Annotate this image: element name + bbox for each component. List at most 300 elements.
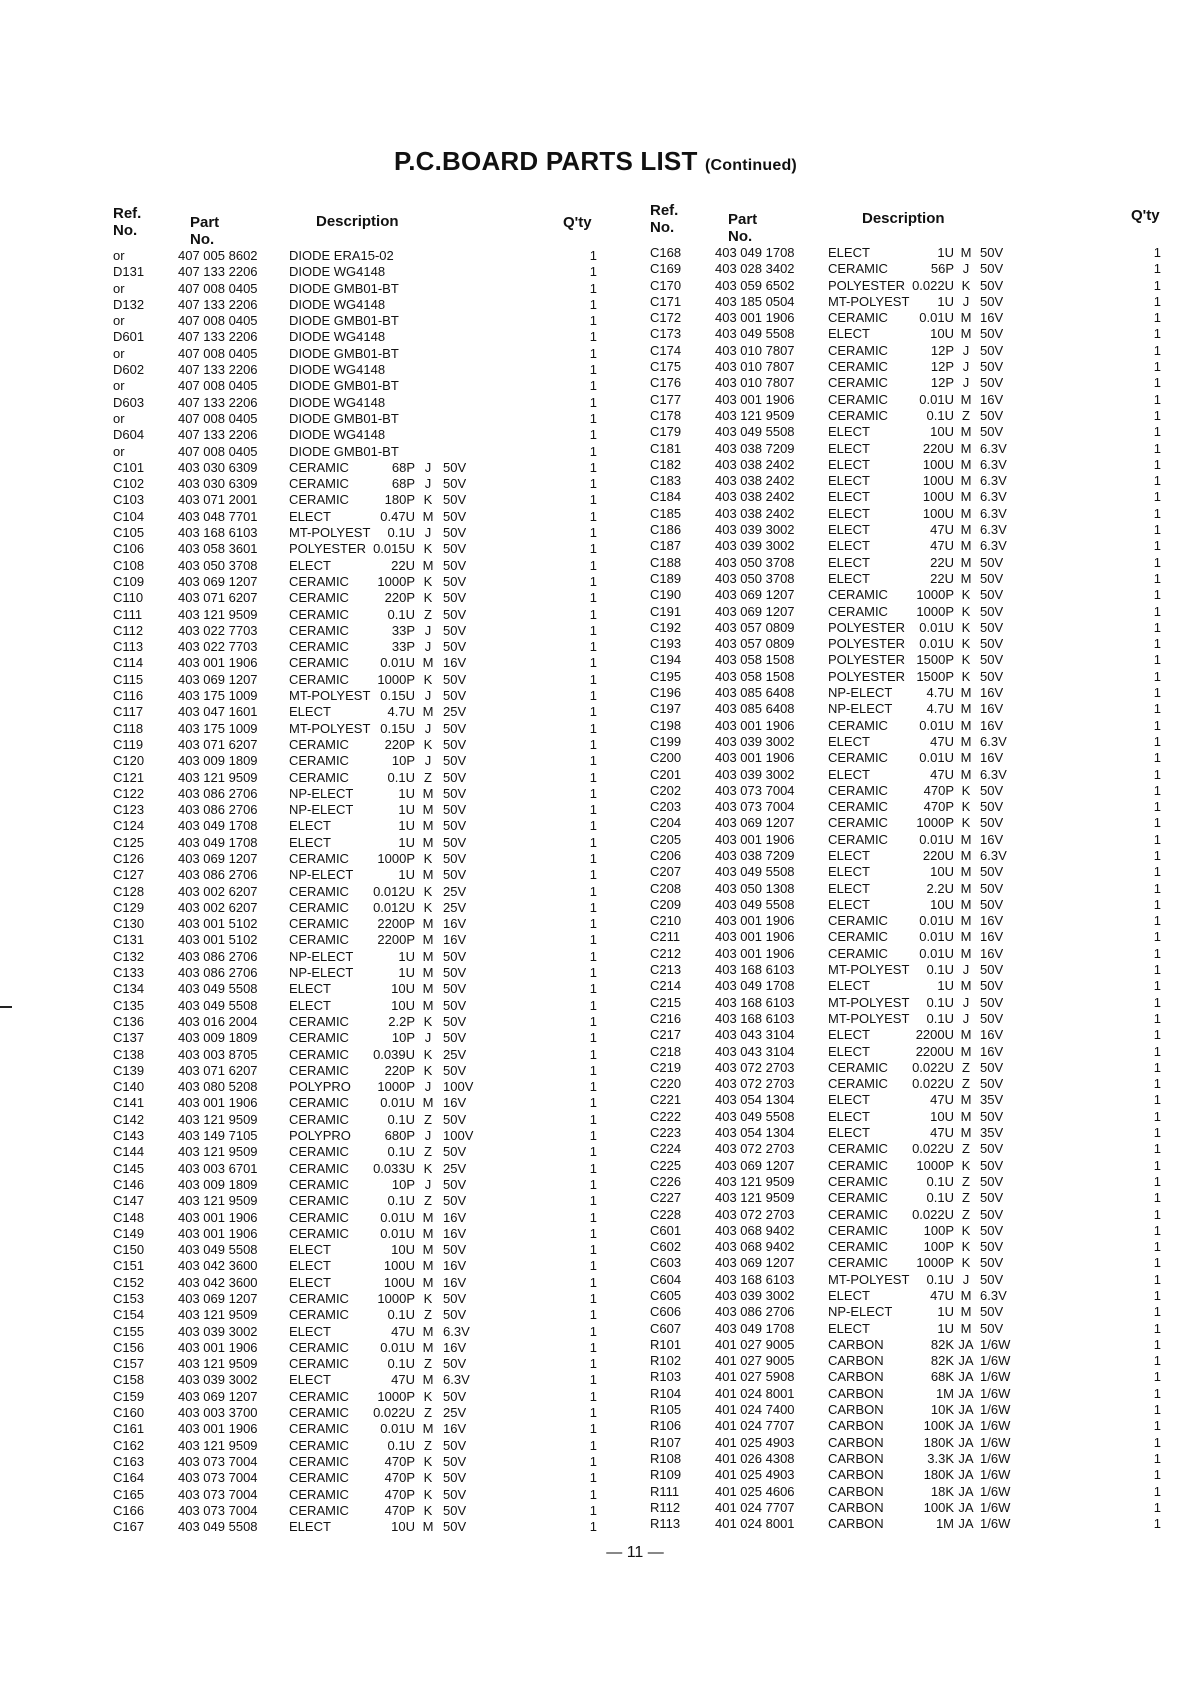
qty-cell: 1	[1153, 570, 1161, 586]
rating-cell: 16V	[980, 1027, 1004, 1043]
description-cell: CARBON	[828, 1385, 884, 1401]
qty-cell: 1	[1153, 685, 1161, 701]
description-cell: DIODE GMB01-BT	[289, 410, 399, 426]
description-cell: ELECT	[289, 1323, 331, 1339]
part-no-cell: 403 121 9509	[178, 1356, 258, 1372]
part-no-cell: 403 069 1207	[715, 1255, 795, 1271]
part-no-cell: 403 121 9509	[178, 1193, 258, 1209]
rating-cell: 6.3V	[980, 505, 1007, 521]
part-no-cell: 403 039 3002	[715, 522, 795, 538]
tolerance-cell: K	[961, 652, 971, 668]
description-cell: ELECT	[289, 1372, 331, 1388]
ref-cell: R103	[650, 1369, 682, 1385]
part-no-cell: 403 049 5508	[715, 864, 795, 880]
value-cell: 47U	[930, 733, 954, 749]
part-no-cell: 401 025 4903	[715, 1434, 795, 1450]
rating-cell: 50V	[443, 688, 467, 704]
part-no-cell: 401 026 4308	[715, 1450, 795, 1466]
value-cell: 0.1U	[387, 769, 415, 785]
description-cell: ELECT	[289, 1258, 331, 1274]
part-no-cell: 403 002 6207	[178, 883, 258, 899]
value-cell: 0.01U	[919, 619, 954, 635]
part-no-cell: 403 086 2706	[715, 1304, 795, 1320]
description-cell: ELECT	[828, 505, 870, 521]
ref-cell: C104	[113, 508, 145, 524]
rating-cell: 50V	[980, 1255, 1004, 1271]
ref-cell: C190	[650, 587, 682, 603]
ref-cell: C209	[650, 896, 682, 912]
ref-cell: C188	[650, 554, 682, 570]
ref-cell: C133	[113, 965, 145, 981]
rating-cell: 50V	[443, 1502, 467, 1518]
ref-cell: C197	[650, 701, 682, 717]
ref-cell: C129	[113, 899, 145, 915]
qty-cell: 1	[589, 1405, 597, 1421]
ref-cell: C117	[113, 704, 144, 720]
tolerance-cell: M	[422, 557, 434, 573]
qty-cell: 1	[589, 704, 597, 720]
part-no-cell: 403 085 6408	[715, 685, 795, 701]
description-cell: POLYESTER	[828, 277, 906, 293]
tolerance-cell: Z	[424, 1307, 432, 1323]
ref-cell: C124	[113, 818, 145, 834]
ref-cell: R106	[650, 1418, 682, 1434]
value-cell: 470P	[384, 1502, 415, 1518]
ref-cell: C224	[650, 1141, 682, 1157]
qty-cell: 1	[1153, 1173, 1161, 1189]
qty-cell: 1	[589, 899, 597, 915]
rating-cell: 50V	[443, 720, 467, 736]
ref-cell: C225	[650, 1157, 682, 1173]
description-cell: CERAMIC	[289, 639, 349, 655]
value-cell: 1M	[935, 1516, 954, 1532]
tolerance-cell: M	[422, 785, 434, 801]
ref-cell: C202	[650, 782, 682, 798]
part-no-cell: 403 168 6103	[715, 994, 795, 1010]
ref-cell: C192	[650, 619, 682, 635]
description-cell: CERAMIC	[289, 1437, 349, 1453]
qty-cell: 1	[589, 867, 597, 883]
rating-cell: 1/6W	[980, 1336, 1011, 1352]
part-no-cell: 401 024 7707	[715, 1418, 795, 1434]
part-no-cell: 407 008 0405	[178, 280, 258, 296]
qty-cell: 1	[589, 671, 597, 687]
qty-cell: 1	[1153, 326, 1161, 342]
ref-cell: C221	[650, 1092, 682, 1108]
rating-cell: 50V	[980, 359, 1004, 375]
qty-cell: 1	[589, 557, 597, 573]
part-no-cell: 403 054 1304	[715, 1125, 795, 1141]
part-no-cell: 403 121 9509	[178, 769, 258, 785]
description-cell: CERAMIC	[828, 261, 888, 277]
qty-cell: 1	[589, 622, 597, 638]
qty-cell: 1	[1153, 994, 1161, 1010]
part-no-cell: 403 072 2703	[715, 1206, 795, 1222]
rating-cell: 25V	[443, 883, 467, 899]
ref-cell: C122	[113, 785, 145, 801]
tolerance-cell: M	[960, 864, 972, 880]
rating-cell: 6.3V	[980, 766, 1007, 782]
qty-cell: 1	[1153, 1027, 1161, 1043]
value-cell: 1U	[398, 948, 415, 964]
value-cell: 33P	[391, 639, 415, 655]
rating-cell: 50V	[980, 1320, 1004, 1336]
rating-cell: 50V	[980, 326, 1004, 342]
value-cell: 1000P	[377, 671, 415, 687]
tolerance-cell: M	[960, 1043, 972, 1059]
qty-cell: 1	[1153, 293, 1161, 309]
qty-cell: 1	[1153, 1467, 1161, 1483]
value-cell: 220U	[922, 847, 954, 863]
rating-cell: 50V	[443, 525, 467, 541]
value-cell: 1000P	[377, 573, 415, 589]
ref-cell: C153	[113, 1291, 145, 1306]
tolerance-cell: M	[960, 701, 972, 717]
ref-cell: C147	[113, 1193, 145, 1209]
value-cell: 0.1U	[926, 1271, 954, 1287]
ref-cell: C138	[113, 1046, 145, 1062]
part-no-cell: 403 038 2402	[715, 505, 795, 521]
part-no-cell: 403 001 1906	[715, 929, 795, 945]
tolerance-cell: J	[424, 639, 432, 655]
tolerance-cell: Z	[962, 1190, 970, 1206]
description-cell: ELECT	[828, 896, 870, 912]
ref-cell: C159	[113, 1388, 145, 1404]
tolerance-cell: M	[422, 508, 434, 524]
tolerance-cell: K	[423, 492, 433, 508]
tolerance-cell: M	[422, 1274, 434, 1290]
value-cell: 1U	[937, 293, 954, 309]
ref-cell: R113	[650, 1516, 681, 1532]
ref-cell: C227	[650, 1190, 682, 1206]
part-no-cell: 403 049 5508	[178, 997, 258, 1013]
value-cell: 2.2P	[388, 1013, 415, 1029]
tolerance-cell: K	[961, 277, 971, 293]
tolerance-cell: J	[962, 342, 970, 358]
value-cell: 100K	[923, 1499, 954, 1515]
ref-cell: C119	[113, 736, 144, 752]
ref-cell: C207	[650, 864, 682, 880]
ref-cell: C111	[113, 606, 143, 622]
qty-cell: 1	[589, 1291, 597, 1306]
rating-cell: 50V	[980, 1010, 1004, 1026]
qty-cell: 1	[589, 427, 597, 443]
part-no-cell: 403 059 6502	[715, 277, 795, 293]
part-no-cell: 403 049 5508	[715, 326, 795, 342]
qty-cell: 1	[589, 541, 597, 557]
tolerance-cell: JA	[958, 1385, 974, 1401]
page-title	[0, 146, 1191, 177]
part-no-cell: 403 168 6103	[715, 1010, 795, 1026]
tolerance-cell: M	[960, 456, 972, 472]
qty-cell: 1	[1153, 261, 1161, 277]
tolerance-cell: Z	[962, 407, 970, 423]
ref-cell: C166	[113, 1502, 145, 1518]
qty-cell: 1	[1153, 701, 1161, 717]
value-cell: 470P	[384, 1470, 415, 1486]
value-cell: 68P	[391, 459, 415, 475]
part-no-cell: 403 086 2706	[178, 785, 258, 801]
tolerance-cell: M	[960, 310, 972, 326]
rating-cell: 16V	[443, 1095, 467, 1111]
part-no-cell: 407 008 0405	[178, 410, 258, 426]
rating-cell: 25V	[443, 1405, 467, 1421]
qty-cell: 1	[1153, 1108, 1161, 1124]
ref-cell: or	[113, 443, 125, 459]
header-part-no: Part No.	[190, 214, 220, 248]
value-cell: 12P	[930, 342, 954, 358]
value-cell: 1U	[937, 1320, 954, 1336]
header-qty: Q'ty	[563, 214, 592, 231]
ref-cell: C109	[113, 573, 145, 589]
ref-cell: C126	[113, 850, 145, 866]
rating-cell: 50V	[443, 573, 467, 589]
qty-cell: 1	[1153, 1222, 1161, 1238]
ref-cell: R107	[650, 1434, 682, 1450]
ref-cell: or	[113, 313, 125, 329]
qty-cell: 1	[1153, 831, 1161, 847]
description-cell: ELECT	[828, 1043, 870, 1059]
qty-cell: 1	[589, 1062, 597, 1078]
qty-cell: 1	[589, 965, 597, 981]
description-cell: CERAMIC	[289, 1291, 349, 1306]
tolerance-cell: Z	[962, 1059, 970, 1075]
part-no-cell: 403 073 7004	[715, 799, 795, 815]
value-cell: 1U	[937, 978, 954, 994]
ref-cell: C140	[113, 1079, 145, 1095]
rating-cell: 50V	[980, 587, 1004, 603]
tolerance-cell: M	[960, 326, 972, 342]
rating-cell: 16V	[443, 1209, 467, 1225]
description-cell: ELECT	[828, 880, 870, 896]
part-no-cell: 403 073 7004	[178, 1502, 258, 1518]
tolerance-cell: K	[961, 668, 971, 684]
description-cell: CERAMIC	[828, 359, 888, 375]
qty-cell: 1	[1153, 1369, 1161, 1385]
qty-cell: 1	[1153, 1418, 1161, 1434]
description-cell: CERAMIC	[828, 717, 888, 733]
qty-cell: 1	[1153, 815, 1161, 831]
description-cell: POLYESTER	[828, 668, 906, 684]
rating-cell: 6.3V	[980, 489, 1007, 505]
value-cell: 1U	[398, 867, 415, 883]
ref-cell: C113	[113, 639, 144, 655]
description-cell: ELECT	[828, 538, 870, 554]
title-main: P.C.BOARD PARTS LIST	[394, 146, 698, 176]
rating-cell: 6.3V	[980, 456, 1007, 472]
qty-cell: 1	[1153, 342, 1161, 358]
part-no-cell: 403 168 6103	[715, 1271, 795, 1287]
part-no-cell: 403 057 0809	[715, 636, 795, 652]
rating-cell: 50V	[980, 277, 1004, 293]
tolerance-cell: JA	[958, 1418, 974, 1434]
part-no-cell: 407 005 8602	[178, 248, 258, 263]
part-no-cell: 403 185 0504	[715, 293, 795, 309]
tolerance-cell: JA	[958, 1467, 974, 1483]
description-cell: DIODE ERA15-02	[289, 248, 394, 263]
qty-cell: 1	[589, 378, 597, 394]
ref-cell: D601	[113, 329, 145, 345]
rating-cell: 1/6W	[980, 1402, 1011, 1418]
description-cell: CERAMIC	[828, 1239, 888, 1255]
qty-cell: 1	[1153, 1288, 1161, 1303]
qty-cell: 1	[589, 639, 597, 655]
description-cell: CERAMIC	[289, 1502, 349, 1518]
qty-cell: 1	[1153, 1516, 1161, 1532]
description-cell: ELECT	[289, 1274, 331, 1290]
tolerance-cell: M	[422, 997, 434, 1013]
qty-cell: 1	[589, 1046, 597, 1062]
ref-cell: C128	[113, 883, 145, 899]
part-no-cell: 403 001 1906	[178, 1095, 258, 1111]
rating-cell: 16V	[443, 655, 467, 671]
part-no-cell: 403 049 5508	[715, 896, 795, 912]
ref-cell: C219	[650, 1059, 682, 1075]
ref-cell: C176	[650, 375, 682, 391]
description-cell: NP-ELECT	[828, 701, 893, 717]
rating-cell: 50V	[980, 375, 1004, 391]
tolerance-cell: M	[422, 948, 434, 964]
rating-cell: 16V	[443, 1225, 467, 1241]
value-cell: 0.1U	[387, 1356, 415, 1372]
part-no-cell: 401 024 8001	[715, 1385, 795, 1401]
part-no-cell: 407 008 0405	[178, 313, 258, 329]
description-cell: CERAMIC	[289, 916, 349, 932]
description-cell: CERAMIC	[289, 1453, 349, 1469]
qty-cell: 1	[1153, 1385, 1161, 1401]
value-cell: 100P	[923, 1222, 954, 1238]
rating-cell: 50V	[443, 867, 467, 883]
description-cell: CERAMIC	[289, 1405, 349, 1421]
tolerance-cell: K	[423, 1046, 433, 1062]
tolerance-cell: M	[960, 750, 972, 766]
part-no-cell: 403 121 9509	[178, 1144, 258, 1160]
ref-cell: C103	[113, 492, 145, 508]
value-cell: 1000P	[916, 587, 954, 603]
qty-cell: 1	[589, 1519, 597, 1535]
rating-cell: 6.3V	[980, 538, 1007, 554]
rating-cell: 50V	[980, 799, 1004, 815]
part-no-cell: 403 069 1207	[178, 1291, 258, 1306]
description-cell: CARBON	[828, 1369, 884, 1385]
rating-cell: 1/6W	[980, 1483, 1011, 1499]
tolerance-cell: M	[422, 1258, 434, 1274]
part-no-cell: 407 133 2206	[178, 427, 258, 443]
value-cell: 10U	[930, 864, 954, 880]
description-cell: ELECT	[289, 1519, 331, 1535]
value-cell: 1000P	[377, 1388, 415, 1404]
description-cell: CERAMIC	[828, 1157, 888, 1173]
part-no-cell: 403 069 1207	[178, 1388, 258, 1404]
value-cell: 0.1U	[387, 1144, 415, 1160]
qty-cell: 1	[589, 1225, 597, 1241]
tolerance-cell: K	[961, 799, 971, 815]
ref-cell: C112	[113, 622, 144, 638]
qty-cell: 1	[1153, 522, 1161, 538]
qty-cell: 1	[1153, 1157, 1161, 1173]
value-cell: 10P	[391, 1030, 415, 1046]
part-no-cell: 403 001 1906	[178, 1225, 258, 1241]
qty-cell: 1	[1153, 750, 1161, 766]
rating-cell: 50V	[980, 978, 1004, 994]
description-cell: ELECT	[828, 1288, 870, 1303]
tolerance-cell: M	[960, 489, 972, 505]
part-no-cell: 401 024 7400	[715, 1402, 795, 1418]
header-ref-line1: Ref.	[113, 205, 142, 222]
qty-cell: 1	[589, 1193, 597, 1209]
rating-cell: 50V	[443, 476, 467, 492]
qty-cell: 1	[589, 981, 597, 997]
rating-cell: 50V	[980, 1239, 1004, 1255]
description-cell: CERAMIC	[828, 1206, 888, 1222]
ref-cell: C601	[650, 1222, 682, 1238]
value-cell: 100U	[922, 489, 954, 505]
rating-cell: 50V	[980, 603, 1004, 619]
rating-cell: 16V	[980, 701, 1004, 717]
qty-cell: 1	[589, 476, 597, 492]
description-cell: DIODE GMB01-BT	[289, 443, 399, 459]
ref-cell: C136	[113, 1013, 145, 1029]
ref-cell: D603	[113, 394, 145, 410]
rating-cell: 50V	[443, 1193, 467, 1209]
description-cell: DIODE WG4148	[289, 296, 386, 312]
qty-cell: 1	[1153, 1239, 1161, 1255]
tolerance-cell: J	[962, 375, 970, 391]
tolerance-cell: JA	[958, 1336, 974, 1352]
value-cell: 0.1U	[387, 1111, 415, 1127]
value-cell: 0.1U	[387, 1193, 415, 1209]
ref-cell: C160	[113, 1405, 145, 1421]
rating-cell: 100V	[443, 1079, 474, 1095]
value-cell: 0.1U	[926, 1190, 954, 1206]
tolerance-cell: M	[422, 1372, 434, 1388]
description-cell: CERAMIC	[289, 1144, 349, 1160]
description-cell: CERAMIC	[289, 573, 349, 589]
tolerance-cell: M	[960, 424, 972, 440]
tolerance-cell: K	[423, 899, 433, 915]
value-cell: 470P	[384, 1486, 415, 1502]
ref-cell: C144	[113, 1144, 145, 1160]
qty-cell: 1	[589, 916, 597, 932]
qty-cell: 1	[1153, 1043, 1161, 1059]
value-cell: 0.022U	[912, 1141, 954, 1157]
qty-cell: 1	[1153, 799, 1161, 815]
header-ref	[650, 202, 678, 236]
value-cell: 56P	[930, 261, 954, 277]
description-cell: DIODE WG4148	[289, 264, 386, 280]
qty-cell: 1	[589, 264, 597, 280]
part-no-cell: 403 058 3601	[178, 541, 258, 557]
part-no-cell: 403 072 2703	[715, 1076, 795, 1092]
rating-cell: 25V	[443, 1046, 467, 1062]
qty-cell: 1	[589, 1486, 597, 1502]
part-no-cell: 403 175 1009	[178, 688, 258, 704]
description-cell: ELECT	[828, 1108, 870, 1124]
ref-cell: R112	[650, 1499, 681, 1515]
description-cell: CERAMIC	[828, 945, 888, 961]
description-cell: ELECT	[289, 981, 331, 997]
qty-cell: 1	[589, 1128, 597, 1144]
value-cell: 0.022U	[912, 1206, 954, 1222]
value-cell: 100U	[922, 505, 954, 521]
part-no-cell: 403 071 6207	[178, 1062, 258, 1078]
tolerance-cell: M	[422, 655, 434, 671]
rating-cell: 50V	[980, 293, 1004, 309]
value-cell: 0.1U	[387, 1437, 415, 1453]
part-no-cell: 403 009 1809	[178, 753, 258, 769]
description-cell: ELECT	[289, 704, 331, 720]
qty-cell: 1	[1153, 1450, 1161, 1466]
